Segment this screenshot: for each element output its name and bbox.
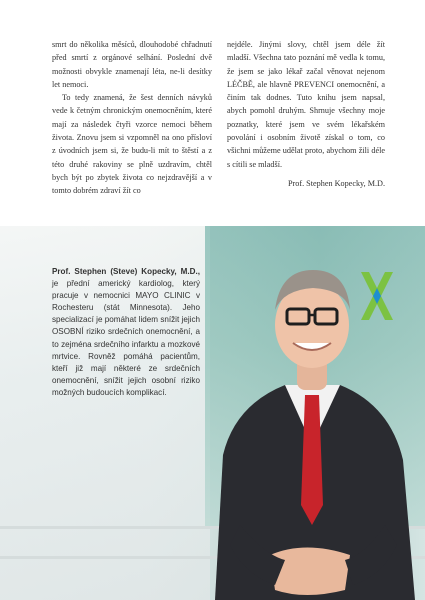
bio-block [52,266,200,399]
bio-name: Prof. Stephen (Steve) Kopecky, M.D., [52,267,200,276]
article-right-column [227,38,385,171]
person-illustration [205,255,420,600]
signature: Prof. Stephen Kopecky, M.D. [287,179,385,188]
paragraph: smrt do několika měsíců, dlouhodobé chřadnutí před smrtí z orgánové selhání. Poslední dvě možnosti obvykle znamenají léta, ne-li desítky let nemoci. [52,40,212,89]
portrait-photo [0,226,425,600]
bio-text: je přední americký kardiolog, který pracuje v nemocnici MAYO CLINIC v Rochesteru (stát Minnesota). Jeho specializací je pomáhat lidem snížit jejich OSOBNÍ riziko srdečních onemocnění, a to zejména srdečního infarktu a mozkové mrtvice. Rovněž pomáhá pacientům, kteří již mají některé ze srdečních onemocnění, snížit jejich osobní riziko možných budoucích komplikací. [52,279,200,397]
article-left-column [52,38,212,198]
paragraph: To tedy znamená, že šest denních návyků vede k četným chronickým onemocněním, které mají za následek čtyři vzorce nemoci během života. Znovu jsem si vzpomněl na ono přísloví z úvodních jsem si, že budu-li mít to štěstí a z této druhé rakoviny se plně uzdravím, chtěl bych být po zbytek života co nejzdravější a v tomto dobrém zdraví žít co [52,93,212,196]
paragraph: nejdéle. Jinými slovy, chtěl jsem déle žít mladší. Všechna tato poznání mě vedla k tomu, že jsem se jako lékař začal věnovat nejenom LÉČBĚ, ale hlavně PREVENCI onemocnění, a činím tak dodnes. Tuto knihu jsem napsal, abych pomohl druhým. Shrnuje všechny moje poznatky, které jsem ve svém lékařském povolání i osobním životě získal o tom, co všichni můžeme udělat proto, abychom žili déle s cítili se mladší. [227,40,385,169]
